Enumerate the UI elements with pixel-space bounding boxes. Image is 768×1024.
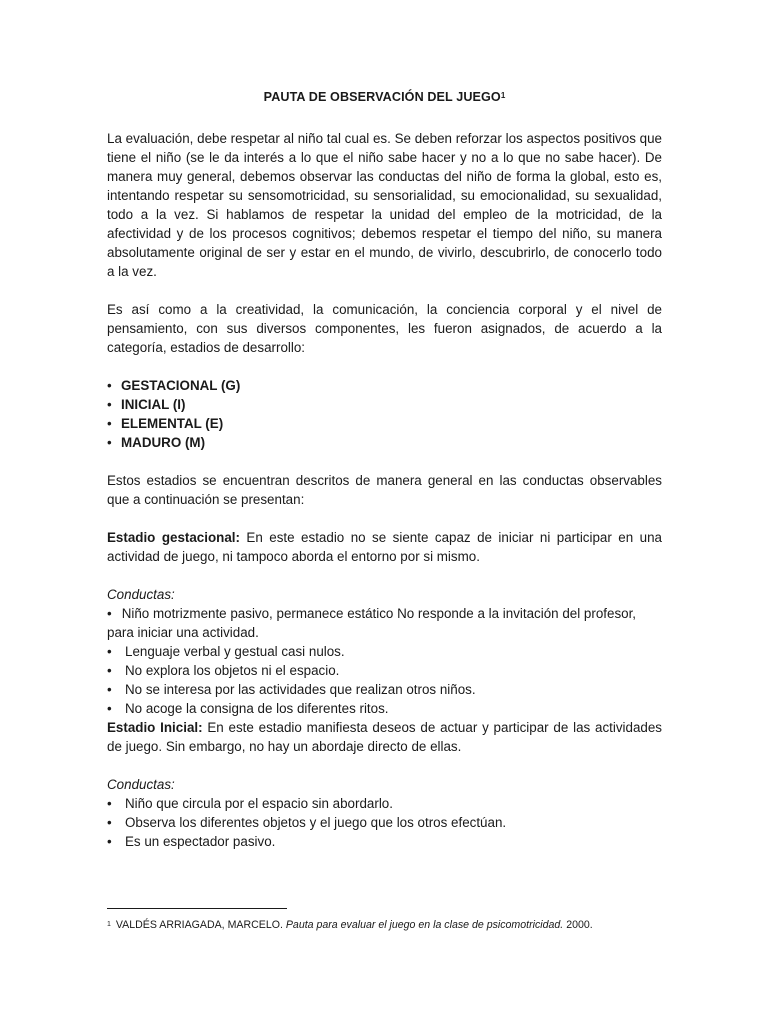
conducta-item: • Niño motrizmente pasivo, permanece estático No responde a la invitación del profesor, para iniciar una actividad. [107, 604, 662, 642]
paragraph-estadios-intro: Es así como a la creatividad, la comunicación, la conciencia corporal y el nivel de pensamiento, con sus diversos componentes, les fueron asignados, de acuerdo a la categoría, estadios de desarrollo: [107, 302, 662, 355]
conducta-item: • Niño que circula por el espacio sin abordarlo. [107, 794, 662, 813]
stage-item-maduro: • MADURO (M) [107, 433, 662, 452]
conducta-item: • Lenguaje verbal y gestual casi nulos. [107, 642, 662, 661]
conducta-item: • Es un espectador pasivo. [107, 832, 662, 851]
footnote-separator [107, 908, 287, 909]
footnote-year: 2000. [566, 919, 593, 931]
footnote-author: VALDÉS ARRIAGADA, MARCELO. [115, 919, 283, 931]
conductas-inicial-list [107, 794, 662, 851]
stages-list [107, 376, 662, 452]
paragraph-conductas-intro: Estos estadios se encuentran descritos de manera general en las conductas observables que a continuación se presentan: [107, 473, 662, 507]
footnote-work: Pauta para evaluar el juego en la clase de psicomotricidad. [285, 919, 564, 931]
title-text: PAUTA DE OBSERVACIÓN DEL JUEGO [263, 90, 501, 104]
estadio-gestacional-text: En este estadio no se siente capaz de iniciar ni participar en una actividad de juego, ni tampoco aborda el entorno por si mismo. [107, 530, 662, 564]
stage-item-inicial: • INICIAL (I) [107, 395, 662, 414]
conductas-gestacional-list [107, 604, 662, 718]
document-body [107, 88, 662, 851]
paragraph-estadio-inicial [107, 718, 662, 756]
conducta-item: • No explora los objetos ni el espacio. [107, 661, 662, 680]
footnote-reference[interactable]: 1 [500, 91, 506, 100]
conductas-gestacional-title: Conductas: [107, 587, 175, 602]
document-title [107, 88, 662, 107]
paragraph-evaluacion: La evaluación, debe respetar al niño tal cual es. Se deben reforzar los aspectos positivos que tiene el niño (se le da interés a lo que el niño sabe hacer y no a lo que no sabe hacer). De manera muy general, debemos observar las conductas del niño de forma la global, esto es, intentando respetar su sensomotricidad, su sensorialidad, su emocionalidad, su sexualidad, todo a la vez. Si hablamos de respetar la unidad del empleo de la motricidad, de la afectividad y de los procesos cognitivos; debemos respetar el tiempo del niño, su manera absolutamente original de ser y estar en el mundo, de vivirlo, descubrirlo, de conocerlo todo a la vez. [107, 131, 662, 279]
estadio-inicial-label: Estadio Inicial: [107, 720, 203, 735]
footnote [107, 918, 593, 932]
stage-item-elemental: • ELEMENTAL (E) [107, 414, 662, 433]
conductas-inicial-title: Conductas: [107, 777, 175, 792]
estadio-inicial-text: En este estadio manifiesta deseos de actuar y participar de las actividades de juego. Sin embargo, no hay un abordaje directo de ellas. [107, 720, 663, 754]
conducta-item: • No se interesa por las actividades que realizan otros niños. [107, 680, 662, 699]
paragraph-estadio-gestacional [107, 528, 662, 566]
conducta-item: • Observa los diferentes objetos y el juego que los otros efectúan. [107, 813, 662, 832]
footnote-mark: 1 [107, 921, 111, 928]
estadio-gestacional-label: Estadio gestacional: [107, 530, 240, 545]
conducta-item: • No acoge la consigna de los diferentes ritos. [107, 699, 662, 718]
stage-item-gestacional: • GESTACIONAL (G) [107, 376, 662, 395]
